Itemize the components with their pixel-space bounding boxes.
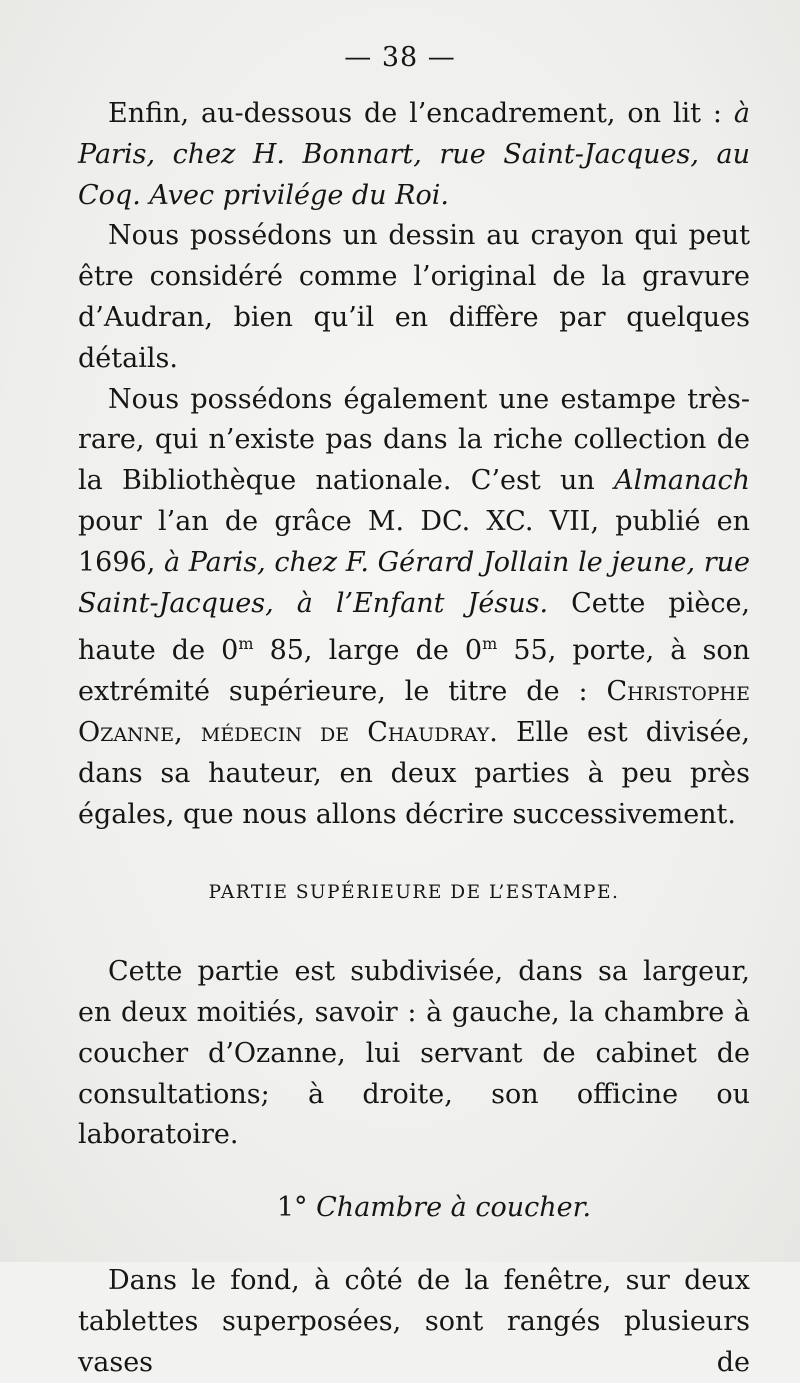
almanach-imprint: à Paris, chez F. Gérard Jollain le jeune, rue Saint-Jacques, à l’Enfant Jésus.: [78, 546, 750, 619]
paragraph-4: Cette partie est subdivisée, dans sa largeur, en deux moitiés, savoir : à gauche, la chambre à coucher d’Ozanne, lui servant de cabinet de consultations; à droite, son officine ou laboratoire.: [78, 956, 750, 1151]
subheading-number: 1°: [276, 1192, 317, 1224]
paragraph-1: [78, 94, 750, 216]
paragraph-1-text: Enfin, au-dessous de l’encadrement, on lit :: [108, 98, 734, 129]
paragraph-3: [78, 380, 750, 836]
unit-superscript-2: m: [482, 634, 498, 654]
paragraph-3-part-a: Nous possédons également une estampe très-rare, qui n’existe pas dans la riche collection de la Bibliothèque nationale. C’est un: [78, 383, 750, 497]
subheading: [78, 1188, 750, 1229]
paragraph-3-part-c: pour l’an de grâce M. DC. XC. VII, publié en 1696,: [78, 505, 750, 578]
paragraph-3-part-g: 55, porte, à son extrémité supérieure, le titre de :: [78, 635, 750, 708]
paragraph-2: Nous possédons un dessin au crayon qui peut être considéré comme l’original de la gravure d’Audran, bien qu’il en diffère par quelques détails.: [78, 220, 750, 374]
estampe-title: Christophe Ozanne, médecin de Chaudray.: [78, 676, 750, 748]
paragraph-3-part-e: Cette pièce, haute de 0: [78, 587, 751, 667]
body-text: [78, 94, 750, 1383]
paragraph-3-part-f: 85, large de 0: [253, 635, 483, 667]
subheading-title: Chambre à coucher.: [316, 1192, 592, 1224]
paragraph-5: Dans le fond, à côté de la fenêtre, sur deux tablettes superposées, sont rangés plusieurs vases de: [78, 1264, 750, 1378]
section-heading: PARTIE SUPÉRIEURE DE L’ESTAMPE.: [208, 882, 620, 904]
page-number: — 38 —: [344, 42, 456, 73]
unit-superscript-1: m: [238, 634, 254, 654]
paragraph-1-imprint: à Paris, chez H. Bonnart, rue Saint-Jacques, au Coq. Avec privilége du Roi.: [78, 98, 750, 211]
almanach-title: Almanach: [614, 465, 750, 497]
paragraph-3-part-i: Elle est divisée, dans sa hauteur, en deux parties à peu près égales, que nous allons décrire successivement.: [78, 716, 750, 830]
